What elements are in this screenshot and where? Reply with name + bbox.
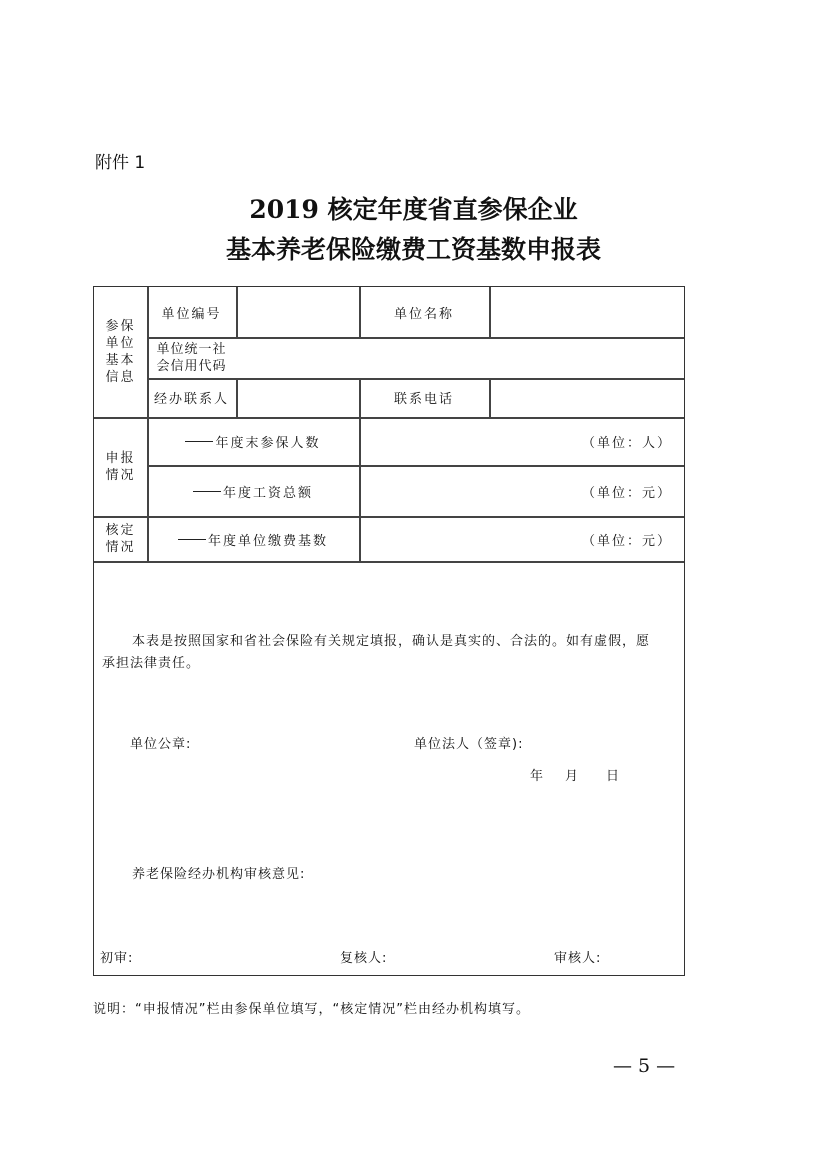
unit-name-label: 单位名称 [393,306,454,322]
first-review-label: 初审: [100,951,134,966]
label-part: 情况 [105,540,136,555]
label-part: 参保 [105,319,136,334]
form-table [93,286,685,976]
date-day: 日 [606,769,621,784]
credit-code-field[interactable] [237,338,684,378]
total-wages-label [147,466,359,516]
contact-person-label: 经办联系人 [153,392,229,407]
label-part: 信息 [105,370,136,385]
total-wages-field[interactable] [360,466,684,516]
phone-label: 联系电话 [393,392,454,407]
insured-count-text: 年度末参保人数 [215,436,321,451]
label-part: 情况 [105,468,136,483]
section-basic-info-label [94,287,147,417]
divider [94,561,684,563]
contribution-base-field[interactable] [360,517,684,561]
recheck-label: 复核人: [340,951,388,966]
form-title-line1: 2019 核定年度省直参保企业 [249,195,578,224]
contribution-base-text: 年度单位缴费基数 [207,533,328,549]
unit-yuan-label: （单位：元） [581,533,672,549]
section-declaration-label [94,418,147,516]
statement-line1: 本表是按照国家和省社会保险有关规定填报，确认是真实的、合法的。如有虚假，愿 [132,634,651,649]
form-note: 说明：“申报情况”栏由参保单位填写，“核定情况”栏由经办机构填写。 [93,1002,530,1017]
unit-number-label: 单位编号 [161,306,222,322]
contribution-base-label [147,517,359,561]
year-blank[interactable] [193,491,221,492]
legal-rep-label: 单位法人（签章): [414,737,524,752]
credit-code-label-line2: 会信用代码 [156,359,227,374]
unit-number-field[interactable] [237,287,359,337]
date-year: 年 [530,769,545,784]
label-part: 核定 [105,523,136,538]
phone-field[interactable] [490,378,684,417]
form-title-line2: 基本养老保险缴费工资基数申报表 [225,235,601,264]
total-wages-text: 年度工资总额 [222,485,313,501]
attachment-label: 附件 1 [95,153,146,173]
seal-label: 单位公章: [130,737,192,752]
unit-person-label: （单位：人） [581,436,672,451]
page-number: — 5 — [613,1055,676,1077]
unit-name-field[interactable] [490,287,684,337]
year-blank[interactable] [178,539,206,540]
year-blank[interactable] [185,441,213,442]
date-month: 月 [565,769,580,784]
review-opinion-label: 养老保险经办机构审核意见: [132,867,306,882]
unit-yuan-label: （单位：元） [581,485,672,501]
credit-code-label [147,338,236,378]
label-part: 单位 [105,336,136,351]
label-part: 基本 [105,353,136,368]
insured-count-label [147,418,359,465]
approver-label: 审核人: [554,951,602,966]
contact-person-field[interactable] [237,378,359,417]
statement-line2: 承担法律责任。 [102,656,201,671]
credit-code-label-line1: 单位统一社 [156,342,227,357]
insured-count-field[interactable] [360,418,684,465]
section-verification-label [94,517,147,561]
label-part: 申报 [105,451,136,466]
